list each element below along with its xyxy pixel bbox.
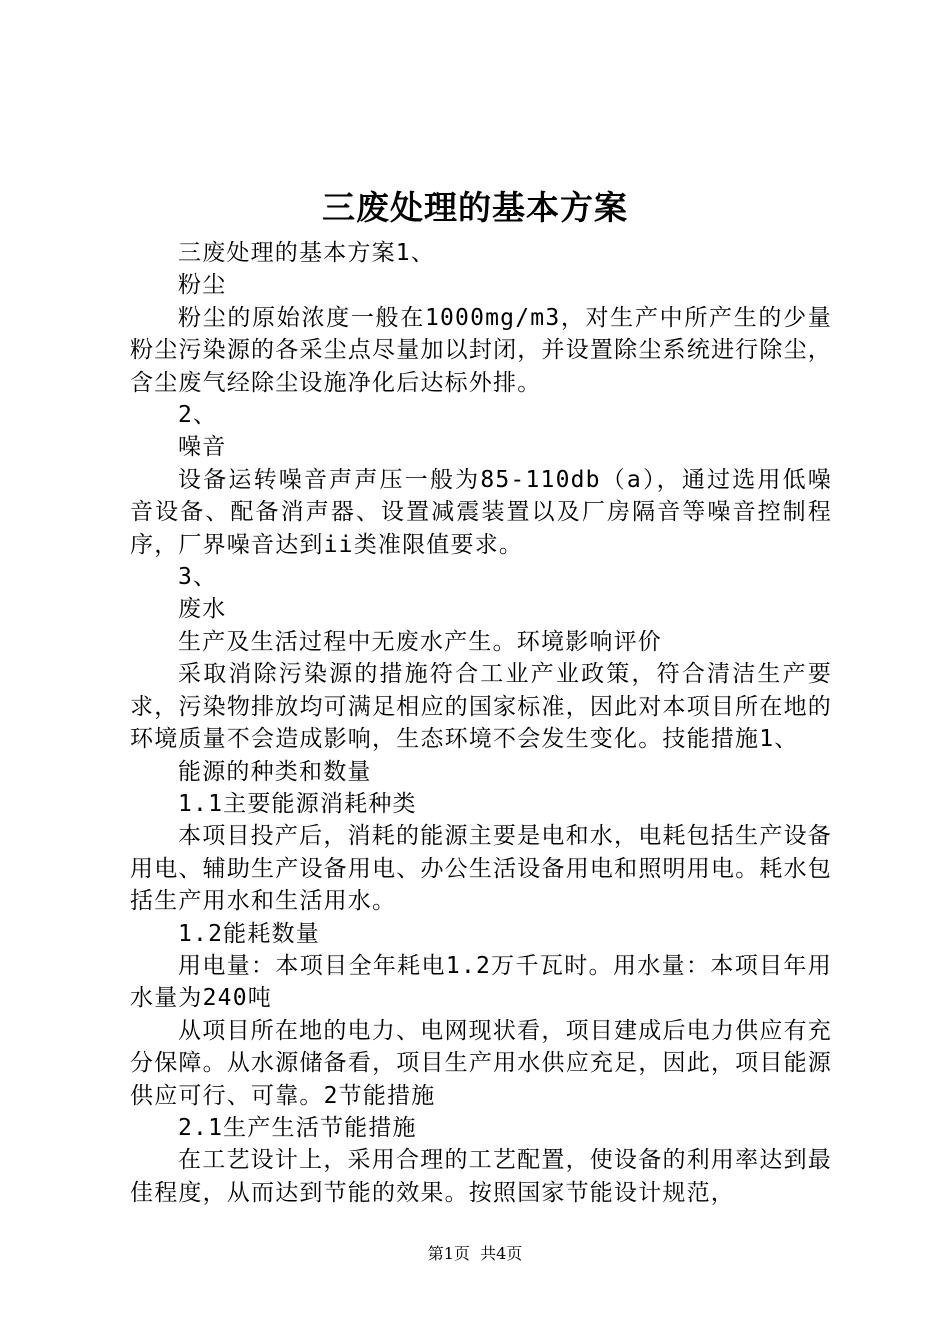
paragraph-18: 在工艺设计上，采用合理的工艺配置，使设备的利用率达到最佳程度，从而达到节能的效果。按照国家节能设计规范， [130, 1147, 832, 1206]
paragraph-17: 2.1生产生活节能措施 [178, 1114, 417, 1141]
paragraph-8: 废水 [178, 596, 227, 623]
paragraph-7: 3、 [178, 564, 218, 591]
page-number: 第1页 [427, 1244, 470, 1263]
paragraph-3: 粉尘的原始浓度一般在1000mg/m3，对生产中所产生的少量粉尘污染源的各采尘点尽量加以封闭，并设置除尘系统进行除尘，含尘废气经除尘设施净化后达标外排。 [130, 304, 832, 396]
paragraph-12: 1.1主要能源消耗种类 [178, 790, 417, 817]
document-title: 三废处理的基本方案 [322, 188, 628, 227]
paragraph-13: 本项目投产后，消耗的能源主要是电和水，电耗包括生产设备用电、辅助生产设备用电、办公生活设备用电和照明用电。耗水包括生产用水和生活用水。 [130, 823, 832, 915]
paragraph-4: 2、 [178, 402, 218, 429]
paragraph-10: 采取消除污染源的措施符合工业产业政策，符合清洁生产要求，污染物排放均可满足相应的国家标准，因此对本项目所在地的环境质量不会造成影响，生态环境不会发生变化。技能措施1、 [130, 661, 832, 753]
page-footer [0, 1242, 950, 1266]
paragraph-15: 用电量：本项目全年耗电1.2万千瓦时。用水量：本项目年用水量为240吨 [130, 952, 832, 1012]
paragraph-6: 设备运转噪音声声压一般为85-110db（a），通过选用低噪音设备、配备消声器、设置减震装置以及厂房隔音等噪音控制程序，厂界噪音达到ii类准限值要求。 [130, 466, 832, 558]
paragraph-2: 粉尘 [178, 272, 227, 299]
paragraph-16: 从项目所在地的电力、电网现状看，项目建成后电力供应有充分保障。从水源储备看，项目生产用水供应充足，因此，项目能源供应可行、可靠。2节能措施 [130, 1017, 832, 1109]
paragraph-9: 生产及生活过程中无废水产生。环境影响评价 [178, 628, 662, 655]
page-total: 共4页 [480, 1244, 523, 1263]
paragraph-11: 能源的种类和数量 [178, 758, 372, 785]
paragraph-14: 1.2能耗数量 [178, 920, 320, 947]
paragraph-5: 噪音 [178, 434, 227, 461]
paragraph-1: 三废处理的基本方案1、 [178, 240, 436, 266]
document-body [130, 237, 832, 1209]
